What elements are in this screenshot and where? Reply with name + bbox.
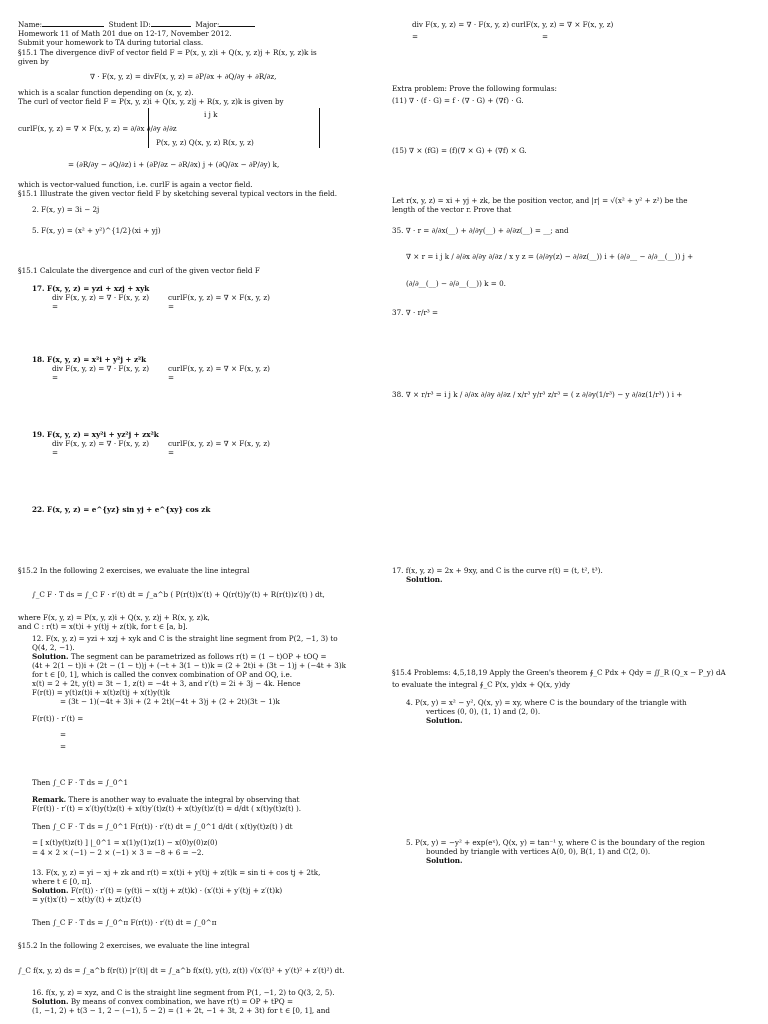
problem-17-eq1: =: [52, 302, 59, 311]
problem-19-div: div F(x, y, z) = ∇ · F(x, y, z): [52, 439, 150, 448]
name-blank[interactable]: [42, 20, 104, 27]
problem-12: 12. F(x, y, z) = yzi + xzj + xyk and C is the straight line segment from P(2, −1, 3) to: [32, 634, 338, 643]
problem-5-right-cont: bounded by triangle with vertices A(0, 0), B(1, 1) and C(2, 0).: [426, 847, 651, 856]
problem-35-curl: ∇ × r = i j k / ∂/∂x ∂/∂y ∂/∂z / x y z = (∂/∂y(z) − ∂/∂z(__)) i + (∂/∂__ − ∂/∂__(__)) j +: [406, 252, 694, 261]
problem-13-dot: = y(t)x′(t) − x(t)y′(t) + z(t)z′(t): [32, 895, 142, 904]
problem-22: 22. F(x, y, z) = e^{yz} sin yj + e^{xy} cos zk: [32, 505, 211, 514]
calc-instruction: §15.1 Calculate the divergence and curl of the given vector field F: [18, 266, 260, 275]
curl-expanded: = (∂R/∂y − ∂Q/∂z) i + (∂P/∂z − ∂R/∂x) j + (∂Q/∂x − ∂P/∂y) k,: [68, 160, 280, 169]
problem-12-F-expanded: = (3t − 1)(−4t + 3)i + (2 + 2t)(−4t + 3)j + (2 + 2t)(3t − 1)k: [60, 697, 280, 706]
extra-formula-11: (11) ∇ · (f · G) = f · (∇ · G) + (∇f) · G.: [392, 96, 524, 105]
remark-eval: = [ x(t)y(t)z(t) ] |_0^1 = x(1)y(1)z(1) − x(0)y(0)z(0): [32, 838, 218, 847]
remark-label: Remark.: [32, 795, 67, 804]
problem-13-cont: where t ∈ [0, π].: [32, 877, 92, 886]
position-vector-cont: length of the vector r. Prove that: [392, 205, 512, 214]
greens-theorem-cont: to evaluate the integral ∮_C P(x, y)dx + Q(x, y)dy: [392, 680, 571, 689]
solution-label: Solution.: [32, 886, 69, 895]
position-vector: Let r(x, y, z) = xi + yj + zk, be the position vector, and |r| = √(x² + y² + z²) be the: [392, 196, 688, 205]
problem-22-eq2: =: [542, 32, 549, 41]
line-integral-intro: §15.2 In the following 2 exercises, we evaluate the line integral: [18, 566, 250, 575]
greens-theorem: §15.4 Problems: 4,5,18,19 Apply the Green's theorem ∮_C Pdx + Qdy = ∬_R (Q_x − P_y) dA: [392, 668, 726, 677]
problem-12-eq-a: =: [60, 730, 67, 739]
problem-12-convex: for t ∈ [0, 1], which is called the convex combination of OP and OQ, i.e.: [32, 670, 293, 679]
problem-38: 38. ∇ × r/r³ = i j k / ∂/∂x ∂/∂y ∂/∂z / x/r³ y/r³ z/r³ = ( z ∂/∂y(1/r³) − y ∂/∂z(1/r³) ) i +: [392, 390, 683, 399]
extra-formula-15: (15) ∇ × (fG) = (f)(∇ × G) + (∇f) × G.: [392, 146, 527, 155]
problem-17-div: div F(x, y, z) = ∇ · F(x, y, z): [52, 293, 150, 302]
divergence-definition-cont: given by: [18, 57, 49, 66]
student-id-blank[interactable]: [151, 20, 191, 27]
problem-18-div: div F(x, y, z) = ∇ · F(x, y, z): [52, 364, 150, 373]
problem-17-curl: curlF(x, y, z) = ∇ × F(x, y, z): [168, 293, 270, 302]
line-integral-where2: and C : r(t) = x(t)i + y(t)j + z(t)k, for t ∈ [a, b].: [18, 622, 188, 631]
problem-12-cont: Q(4, 2, −1).: [32, 643, 75, 652]
problem-13-solution: [18, 886, 282, 895]
problem-17-right-solution: Solution.: [406, 575, 443, 584]
problem-17-eq2: =: [168, 302, 175, 311]
line-integral-formula: ∫_C F · T ds = ∫_C F · r′(t) dt = ∫_a^b ( P(r(t))x′(t) + Q(r(t))y′(t) + R(r(t))z′(t) ) dt,: [32, 590, 325, 599]
problem-4-cont: vertices (0, 0), (1, 1) and (2, 0).: [426, 707, 541, 716]
curl-determinant-bars: [148, 108, 320, 148]
curl-note: which is vector-valued function, i.e. curlF is again a vector field.: [18, 180, 253, 189]
problem-13: 13. F(x, y, z) = yi − xj + zk and r(t) = x(t)i + y(t)j + z(t)k = sin ti + cos tj + 2tk,: [32, 868, 321, 877]
problem-18-curl: curlF(x, y, z) = ∇ × F(x, y, z): [168, 364, 270, 373]
problem-13-then: Then ∫_C F · T ds = ∫_0^π F(r(t)) · r′(t) dt = ∫_0^π: [32, 918, 217, 927]
line-integral-where: where F(x, y, z) = P(x, y, z)i + Q(x, y, z)j + R(x, y, z)k,: [18, 613, 210, 622]
name-label: Name:: [18, 20, 43, 29]
problem-12-F: F(r(t)) = y(t)z(t)i + x(t)z(t)j + x(t)y(t)k: [32, 688, 170, 697]
problem-18: 18. F(x, y, z) = x²i + y²j + z²k: [32, 355, 147, 364]
problem-19-eq2: =: [168, 448, 175, 457]
solution-label: Solution.: [32, 997, 69, 1006]
problem-16: 16. f(x, y, z) = xyz, and C is the straight line segment from P(1, −1, 2) to Q(3, 2, 5).: [32, 988, 335, 997]
header-fields: [18, 20, 255, 29]
problem-35-curl-cont: (∂/∂__(__) − ∂/∂__(__)) k = 0.: [406, 279, 506, 288]
extra-problem: Extra problem: Prove the following formulas:: [392, 84, 557, 93]
problem-18-eq1: =: [52, 373, 59, 382]
remark-text: There is another way to evaluate the integral by observing that: [68, 795, 300, 804]
homework-line: Homework 11 of Math 201 due on 12-17, November 2012.: [18, 29, 232, 38]
problem-4: 4. P(x, y) = x² − y², Q(x, y) = xy, where C is the boundary of the triangle with: [406, 698, 687, 707]
problem-5-right-solution: Solution.: [426, 856, 463, 865]
sketch-instruction: §15.1 Illustrate the given vector field F by sketching several typical vectors in the field.: [18, 189, 338, 198]
divergence-formula: ∇ · F(x, y, z) = divF(x, y, z) = ∂P/∂x + ∂Q/∂y + ∂R/∂z,: [90, 72, 277, 81]
problem-5: 5. F(x, y) = (x² + y²)^{1/2}(xi + yj): [32, 226, 161, 235]
submit-line: Submit your homework to TA during tutorial class.: [18, 38, 204, 47]
problem-4-solution: Solution.: [426, 716, 463, 725]
problem-12-remark: [18, 795, 299, 804]
scalar-line-integral-intro: §15.2 In the following 2 exercises, we evaluate the line integral: [18, 941, 250, 950]
major-label: Major:: [195, 20, 220, 29]
problem-16-sol-text: By means of convex combination, we have r(t) = OP + tPQ =: [70, 997, 293, 1006]
problem-19-curl: curlF(x, y, z) = ∇ × F(x, y, z): [168, 439, 270, 448]
remark-derivative: F(r(t)) · r′(t) = x′(t)y(t)z(t) + x(t)y′(t)z(t) + x(t)y(t)z′(t) = d/dt ( x(t)y(t)z(t) ).: [32, 804, 302, 813]
problem-16-param: (1, −1, 2) + t(3 − 1, 2 − (−1), 5 − 2) = (1 + 2t, −1 + 3t, 2 + 3t) for t ∈ [0, 1], and: [32, 1006, 330, 1015]
problem-19: 19. F(x, y, z) = xy²i + yz²j + zx²k: [32, 430, 159, 439]
divergence-definition: §15.1 The divergence divF of vector field F = P(x, y, z)i + Q(x, y, z)j + R(x, y, z)k is: [18, 48, 317, 57]
remark-integral: Then ∫_C F · T ds = ∫_0^1 F(r(t)) · r′(t) dt = ∫_0^1 d/dt ( x(t)y(t)z(t) ) dt: [32, 822, 293, 831]
problem-2: 2. F(x, y) = 3i − 2j: [32, 205, 100, 214]
curl-definition: The curl of vector field F = P(x, y, z)i + Q(x, y, z)j + R(x, y, z)k is given by: [18, 97, 284, 106]
divergence-note: which is a scalar function depending on (x, y, z).: [18, 88, 194, 97]
problem-13-sol-text: F(r(t)) · r′(t) = (y(t)i − x(t)j + z(t)k) · (x′(t)i + y′(t)j + z′(t)k): [70, 886, 283, 895]
problem-17-right: 17. f(x, y, z) = 2x + 9xy, and C is the curve r(t) = (t, t², t³).: [392, 566, 603, 575]
curl-matrix-row2: curlF(x, y, z) = ∇ × F(x, y, z) = ∂/∂x ∂/∂y ∂/∂z: [18, 124, 177, 133]
problem-22-div-curl: div F(x, y, z) = ∇ · F(x, y, z) curlF(x, y, z) = ∇ × F(x, y, z): [412, 20, 614, 29]
problem-12-eq-b: =: [60, 742, 67, 751]
problem-22-eq1: =: [412, 32, 419, 41]
problem-5-right: 5. P(x, y) = −y² + exp(eˣ), Q(x, y) = tan⁻¹ y, where C is the boundary of the region: [406, 838, 705, 847]
problem-16-solution: [18, 997, 293, 1006]
problem-18-eq2: =: [168, 373, 175, 382]
curl-matrix-row1: i j k: [204, 110, 218, 119]
problem-12-solution: [18, 652, 327, 661]
scalar-line-integral-formula: ∫_C f(x, y, z) ds = ∫_a^b f(r(t)) |r′(t)| dt = ∫_a^b f(x(t), y(t), z(t)) √(x′(t)² + y′(t)² + z′(t)²) dt.: [18, 966, 345, 975]
curl-matrix-row3: P(x, y, z) Q(x, y, z) R(x, y, z): [156, 138, 254, 147]
problem-12-then: Then ∫_C F · T ds = ∫_0^1: [32, 778, 129, 787]
major-blank[interactable]: [219, 20, 255, 27]
problem-12-xyz: x(t) = 2 + 2t, y(t) = 3t − 1, z(t) = −4t + 3, and r′(t) = 2i + 3j − 4k. Hence: [32, 679, 301, 688]
solution-label: Solution.: [32, 652, 69, 661]
problem-17: 17. F(x, y, z) = yzi + xzj + xyk: [32, 284, 150, 293]
problem-19-eq1: =: [52, 448, 59, 457]
remark-result: = 4 × 2 × (−1) − 2 × (−1) × 3 = −8 + 6 = −2.: [32, 848, 204, 857]
problem-35: 35. ∇ · r = ∂/∂x(__) + ∂/∂y(__) + ∂/∂z(__) = __; and: [392, 226, 569, 235]
problem-12-dot: F(r(t)) · r′(t) =: [32, 714, 84, 723]
problem-12-sol-text: The segment can be parametrized as follows r(t) = (1 − t)OP + tOQ =: [70, 652, 327, 661]
problem-37: 37. ∇ · r/r³ =: [392, 308, 439, 317]
problem-12-param: (4t + 2(1 − t))i + (2t − (1 − t))j + (−t + 3(1 − t))k = (2 + 2t)i + (3t − 1)j + (−4t + 3)k: [32, 661, 347, 670]
student-id-label: Student ID:: [108, 20, 151, 29]
